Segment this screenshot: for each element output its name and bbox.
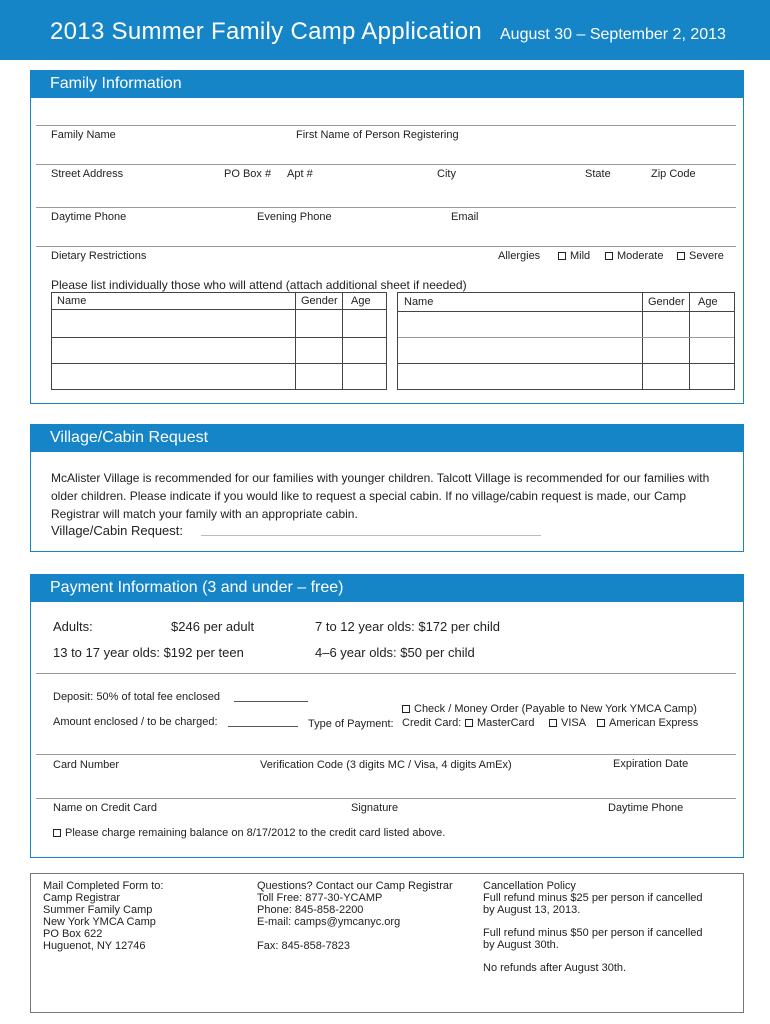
divider <box>36 798 736 799</box>
page-title: 2013 Summer Family Camp Application <box>50 18 483 45</box>
adults-price: $246 per adult <box>171 619 255 634</box>
checkbox-icon <box>558 252 566 260</box>
col-age: Age <box>351 295 371 307</box>
col-age: Age <box>698 296 718 308</box>
mail-line: Camp Registrar <box>43 892 121 904</box>
credit-card-label: Credit Card: <box>402 717 462 729</box>
row-divider <box>398 311 734 312</box>
row-divider <box>398 363 734 364</box>
camp-dates: August 30 – September 2, 2013 <box>500 26 726 43</box>
cancellation-line: Full refund minus $50 per person if cancelled <box>483 927 703 939</box>
visa-label: VISA <box>561 717 587 729</box>
state-field[interactable]: State <box>585 168 611 180</box>
dietary-restrictions-field[interactable]: Dietary Restrictions <box>51 250 147 262</box>
visa-checkbox[interactable] <box>549 717 586 729</box>
price-7-12: 7 to 12 year olds: $172 per child <box>315 619 501 634</box>
email-field[interactable]: Email <box>451 211 479 223</box>
cancellation-title: Cancellation Policy <box>483 880 576 892</box>
daytime-phone-field[interactable]: Daytime Phone <box>51 211 127 223</box>
questions-title: Questions? Contact our Camp Registrar <box>257 880 453 892</box>
contact-block <box>257 880 453 952</box>
fax: Fax: 845-858-7823 <box>257 940 350 952</box>
zip-code-field[interactable]: Zip Code <box>651 168 696 180</box>
footer-info-box <box>30 873 744 1013</box>
mail-line: Huguenot, NY 12746 <box>43 940 146 952</box>
village-request-input[interactable] <box>201 535 541 536</box>
price-13-17: 13 to 17 year olds: $192 per teen <box>53 645 244 660</box>
column-divider <box>295 293 296 389</box>
col-gender: Gender <box>301 295 338 307</box>
mail-line: Summer Family Camp <box>43 904 153 916</box>
col-name: Name <box>404 296 434 308</box>
mastercard-label: MasterCard <box>477 717 535 729</box>
attendee-table-right <box>397 292 735 390</box>
spacer <box>257 928 453 940</box>
spacer <box>483 916 703 927</box>
column-divider <box>689 293 690 389</box>
col-gender: Gender <box>648 296 685 308</box>
village-description: McAlister Village is recommended for our families with younger children. Talcott Village is recommended for our families with older children. Please indicate if you would like to request a special cabin. If no village/cabin request is made, our Camp Registrar will match your family with an appropriate cabin. <box>51 471 710 521</box>
row-divider <box>398 337 734 338</box>
charge-remaining-checkbox[interactable] <box>53 827 445 839</box>
moderate-label: Moderate <box>617 250 664 262</box>
po-box-field[interactable]: PO Box # <box>224 168 272 180</box>
section-header-bar <box>30 424 744 452</box>
checkbox-icon <box>605 252 613 260</box>
row-divider <box>52 309 386 310</box>
phone: Phone: 845-858-2200 <box>257 904 364 916</box>
family-name-field[interactable]: Family Name <box>51 129 116 141</box>
street-address-field[interactable]: Street Address <box>51 168 124 180</box>
village-request-label: Village/Cabin Request: <box>51 523 184 538</box>
amex-label: American Express <box>609 717 699 729</box>
signature-field[interactable]: Signature <box>351 802 399 814</box>
divider <box>36 164 736 165</box>
checkbox-icon <box>677 252 685 260</box>
deposit-label: Deposit: 50% of total fee enclosed <box>53 691 220 703</box>
section-title: Family Information <box>50 75 182 92</box>
mail-line: New York YMCA Camp <box>43 916 156 928</box>
section-header-bar <box>30 70 744 98</box>
mastercard-checkbox[interactable] <box>465 717 534 729</box>
card-number-field[interactable]: Card Number <box>53 759 120 771</box>
attendee-table-left <box>51 292 387 390</box>
family-information-section <box>30 70 744 404</box>
section-title: Payment Information (3 and under – free) <box>50 579 344 596</box>
name-on-card-field[interactable]: Name on Credit Card <box>53 802 157 814</box>
charge-remaining-label: Please charge remaining balance on 8/17/2012 to the credit card listed above. <box>65 827 446 839</box>
mild-label: Mild <box>570 250 591 262</box>
deposit-input[interactable] <box>234 701 308 702</box>
apt-field[interactable]: Apt # <box>287 168 313 180</box>
spacer <box>483 951 703 962</box>
verification-code-field[interactable]: Verification Code (3 digits MC / Visa, 4 digits AmEx) <box>260 759 512 771</box>
divider <box>36 754 736 755</box>
divider <box>36 673 736 674</box>
section-title: Village/Cabin Request <box>50 429 209 446</box>
divider <box>36 207 736 208</box>
contact-email: E-mail: camps@ymcanyc.org <box>257 916 401 928</box>
amex-checkbox[interactable] <box>597 717 698 729</box>
severe-label: Severe <box>689 250 724 262</box>
column-divider <box>642 293 643 389</box>
city-field[interactable]: City <box>437 168 456 180</box>
check-label: Check / Money Order (Payable to New York YMCA Camp) <box>414 703 697 715</box>
col-name: Name <box>57 295 87 307</box>
cancellation-line: by August 30th. <box>483 939 559 951</box>
cancellation-policy-block <box>483 880 703 974</box>
column-divider <box>342 293 343 389</box>
checkbox-icon <box>549 719 557 727</box>
mail-line: Mail Completed Form to: <box>43 880 164 892</box>
adults-label: Adults: <box>53 619 93 634</box>
cancellation-line: No refunds after August 30th. <box>483 962 627 974</box>
checkbox-icon <box>53 829 61 837</box>
evening-phone-field[interactable]: Evening Phone <box>257 211 332 223</box>
divider <box>36 246 736 247</box>
amount-label: Amount enclosed / to be charged: <box>53 716 218 728</box>
checkbox-icon <box>465 719 473 727</box>
checkbox-icon <box>402 705 410 713</box>
mail-line: PO Box 622 <box>43 928 103 940</box>
allergy-severe-checkbox[interactable] <box>677 250 724 262</box>
allergy-moderate-checkbox[interactable] <box>605 250 663 262</box>
allergy-mild-checkbox[interactable] <box>558 250 590 262</box>
village-cabin-section <box>30 424 744 552</box>
cancellation-line: by August 13, 2013. <box>483 904 581 916</box>
row-divider <box>52 337 386 338</box>
section-header-bar <box>30 574 744 602</box>
divider <box>36 125 736 126</box>
checkbox-icon <box>597 719 605 727</box>
first-name-field[interactable]: First Name of Person Registering <box>296 129 459 141</box>
mail-address-block <box>43 880 163 952</box>
price-4-6: 4–6 year olds: $50 per child <box>315 645 475 660</box>
attendee-instructions: Please list individually those who will attend (attach additional sheet if needed) <box>51 278 467 292</box>
payment-daytime-phone-field[interactable]: Daytime Phone <box>608 802 684 814</box>
expiration-date-field[interactable]: Expiration Date <box>613 758 689 770</box>
allergies-label: Allergies <box>498 250 541 262</box>
cancellation-line: Full refund minus $25 per person if cancelled <box>483 892 703 904</box>
amount-input[interactable] <box>228 726 298 727</box>
row-divider <box>52 363 386 364</box>
toll-free: Toll Free: 877-30-YCAMP <box>257 892 383 904</box>
payment-section <box>30 574 744 858</box>
check-money-order-checkbox[interactable] <box>402 703 697 715</box>
payment-type-label: Type of Payment: <box>308 718 394 730</box>
page-header <box>0 0 770 60</box>
